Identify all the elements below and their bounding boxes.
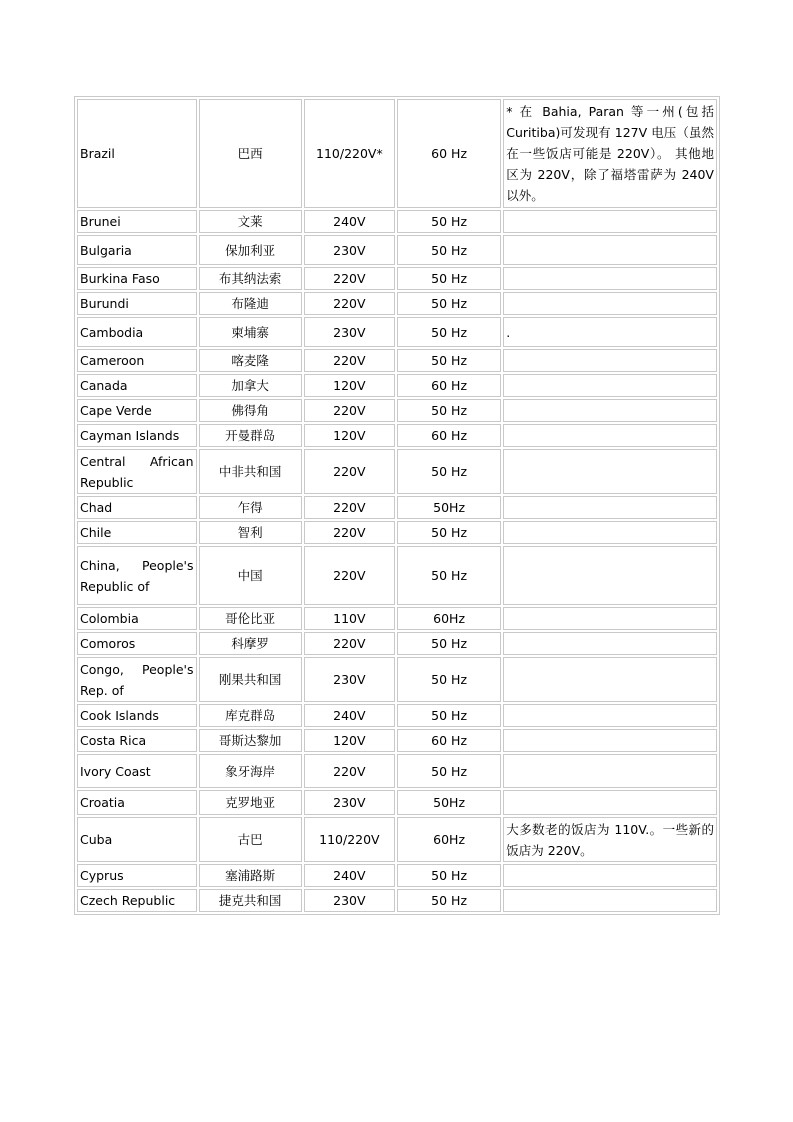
table-row xyxy=(77,729,717,752)
country-cell: Central African Republic xyxy=(77,449,197,494)
chinese-name-cell: 布隆迪 xyxy=(199,292,302,315)
voltage-table xyxy=(74,96,720,915)
note-cell xyxy=(503,729,717,752)
note-cell xyxy=(503,267,717,290)
chinese-name-cell: 巴西 xyxy=(199,99,302,208)
table-row xyxy=(77,607,717,630)
chinese-name-cell: 塞浦路斯 xyxy=(199,864,302,887)
frequency-cell: 50Hz xyxy=(397,496,501,519)
chinese-name-cell: 喀麦隆 xyxy=(199,349,302,372)
frequency-cell: 50 Hz xyxy=(397,292,501,315)
country-cell: Chad xyxy=(77,496,197,519)
voltage-cell: 220V xyxy=(304,292,395,315)
table-row xyxy=(77,889,717,912)
voltage-cell: 110V xyxy=(304,607,395,630)
frequency-cell: 50 Hz xyxy=(397,449,501,494)
frequency-cell: 60 Hz xyxy=(397,729,501,752)
country-cell: Cape Verde xyxy=(77,399,197,422)
table-row xyxy=(77,704,717,727)
note-cell xyxy=(503,521,717,544)
frequency-cell: 50 Hz xyxy=(397,864,501,887)
voltage-cell: 220V xyxy=(304,496,395,519)
table-row xyxy=(77,754,717,788)
frequency-cell: 50 Hz xyxy=(397,889,501,912)
frequency-cell: 50 Hz xyxy=(397,657,501,702)
note-cell xyxy=(503,754,717,788)
chinese-name-cell: 捷克共和国 xyxy=(199,889,302,912)
country-cell: Burkina Faso xyxy=(77,267,197,290)
voltage-cell: 230V xyxy=(304,657,395,702)
voltage-cell: 240V xyxy=(304,704,395,727)
chinese-name-cell: 古巴 xyxy=(199,817,302,862)
country-cell: Costa Rica xyxy=(77,729,197,752)
voltage-cell: 220V xyxy=(304,754,395,788)
table-row xyxy=(77,235,717,265)
voltage-cell: 120V xyxy=(304,424,395,447)
frequency-cell: 50 Hz xyxy=(397,210,501,233)
table-row xyxy=(77,399,717,422)
voltage-cell: 240V xyxy=(304,210,395,233)
table-row xyxy=(77,267,717,290)
table-row xyxy=(77,546,717,605)
chinese-name-cell: 乍得 xyxy=(199,496,302,519)
frequency-cell: 50 Hz xyxy=(397,235,501,265)
country-cell: Cayman Islands xyxy=(77,424,197,447)
note-cell xyxy=(503,496,717,519)
country-cell: Cameroon xyxy=(77,349,197,372)
chinese-name-cell: 中国 xyxy=(199,546,302,605)
country-cell: Bulgaria xyxy=(77,235,197,265)
country-cell: Cuba xyxy=(77,817,197,862)
country-cell: Brunei xyxy=(77,210,197,233)
voltage-cell: 230V xyxy=(304,790,395,815)
chinese-name-cell: 刚果共和国 xyxy=(199,657,302,702)
voltage-cell: 120V xyxy=(304,729,395,752)
table-row xyxy=(77,317,717,347)
voltage-cell: 110/220V xyxy=(304,817,395,862)
chinese-name-cell: 哥伦比亚 xyxy=(199,607,302,630)
country-cell: Comoros xyxy=(77,632,197,655)
chinese-name-cell: 克罗地亚 xyxy=(199,790,302,815)
chinese-name-cell: 中非共和国 xyxy=(199,449,302,494)
voltage-cell: 120V xyxy=(304,374,395,397)
note-cell xyxy=(503,632,717,655)
table-row xyxy=(77,449,717,494)
country-cell: Croatia xyxy=(77,790,197,815)
country-cell: Czech Republic xyxy=(77,889,197,912)
chinese-name-cell: 哥斯达黎加 xyxy=(199,729,302,752)
frequency-cell: 60 Hz xyxy=(397,374,501,397)
chinese-name-cell: 佛得角 xyxy=(199,399,302,422)
note-cell xyxy=(503,607,717,630)
frequency-cell: 50 Hz xyxy=(397,349,501,372)
country-cell: Chile xyxy=(77,521,197,544)
table-row xyxy=(77,99,717,208)
voltage-cell: 110/220V* xyxy=(304,99,395,208)
voltage-cell: 220V xyxy=(304,546,395,605)
voltage-cell: 220V xyxy=(304,267,395,290)
chinese-name-cell: 智利 xyxy=(199,521,302,544)
country-cell: Cyprus xyxy=(77,864,197,887)
chinese-name-cell: 库克群岛 xyxy=(199,704,302,727)
chinese-name-cell: 加拿大 xyxy=(199,374,302,397)
frequency-cell: 50 Hz xyxy=(397,521,501,544)
frequency-cell: 50 Hz xyxy=(397,317,501,347)
voltage-cell: 230V xyxy=(304,889,395,912)
note-cell xyxy=(503,704,717,727)
chinese-name-cell: 保加利亚 xyxy=(199,235,302,265)
note-cell: 大多数老的饭店为 110V.。一些新的饭店为 220V。 xyxy=(503,817,717,862)
country-cell: Colombia xyxy=(77,607,197,630)
country-cell: Cambodia xyxy=(77,317,197,347)
chinese-name-cell: 象牙海岸 xyxy=(199,754,302,788)
frequency-cell: 50 Hz xyxy=(397,546,501,605)
note-cell xyxy=(503,292,717,315)
table-row xyxy=(77,424,717,447)
frequency-cell: 50 Hz xyxy=(397,704,501,727)
frequency-cell: 50 Hz xyxy=(397,399,501,422)
note-cell xyxy=(503,374,717,397)
note-cell: * 在 Bahia, Paran 等一州(包括 Curitiba)可发现有 127V 电压（虽然在一些饭店可能是 220V）。 其他地区为 220V，除了福塔雷萨为 240V 以外。 xyxy=(503,99,717,208)
voltage-cell: 220V xyxy=(304,349,395,372)
frequency-cell: 60 Hz xyxy=(397,99,501,208)
frequency-cell: 50 Hz xyxy=(397,632,501,655)
voltage-cell: 230V xyxy=(304,235,395,265)
table-row xyxy=(77,210,717,233)
chinese-name-cell: 文莱 xyxy=(199,210,302,233)
country-cell: China, People's Republic of xyxy=(77,546,197,605)
voltage-cell: 220V xyxy=(304,521,395,544)
note-cell xyxy=(503,449,717,494)
table-row xyxy=(77,790,717,815)
country-cell: Brazil xyxy=(77,99,197,208)
table-row xyxy=(77,374,717,397)
voltage-cell: 220V xyxy=(304,449,395,494)
country-cell: Ivory Coast xyxy=(77,754,197,788)
frequency-cell: 60Hz xyxy=(397,817,501,862)
country-cell: Congo, People's Rep. of xyxy=(77,657,197,702)
table-row xyxy=(77,292,717,315)
country-cell: Canada xyxy=(77,374,197,397)
table-row xyxy=(77,521,717,544)
note-cell xyxy=(503,657,717,702)
note-cell xyxy=(503,889,717,912)
note-cell xyxy=(503,424,717,447)
table-row xyxy=(77,632,717,655)
chinese-name-cell: 科摩罗 xyxy=(199,632,302,655)
table-row xyxy=(77,817,717,862)
country-cell: Cook Islands xyxy=(77,704,197,727)
chinese-name-cell: 开曼群岛 xyxy=(199,424,302,447)
table-row xyxy=(77,864,717,887)
voltage-cell: 220V xyxy=(304,399,395,422)
frequency-cell: 50 Hz xyxy=(397,754,501,788)
note-cell xyxy=(503,864,717,887)
note-cell xyxy=(503,235,717,265)
frequency-cell: 60 Hz xyxy=(397,424,501,447)
note-cell xyxy=(503,546,717,605)
frequency-cell: 50Hz xyxy=(397,790,501,815)
frequency-cell: 60Hz xyxy=(397,607,501,630)
table-row xyxy=(77,349,717,372)
chinese-name-cell: 布其纳法索 xyxy=(199,267,302,290)
table-row xyxy=(77,657,717,702)
note-cell xyxy=(503,210,717,233)
note-cell xyxy=(503,790,717,815)
note-cell xyxy=(503,349,717,372)
note-cell: . xyxy=(503,317,717,347)
frequency-cell: 50 Hz xyxy=(397,267,501,290)
voltage-cell: 220V xyxy=(304,632,395,655)
voltage-cell: 240V xyxy=(304,864,395,887)
table-row xyxy=(77,496,717,519)
country-cell: Burundi xyxy=(77,292,197,315)
chinese-name-cell: 柬埔寨 xyxy=(199,317,302,347)
voltage-cell: 230V xyxy=(304,317,395,347)
note-cell xyxy=(503,399,717,422)
